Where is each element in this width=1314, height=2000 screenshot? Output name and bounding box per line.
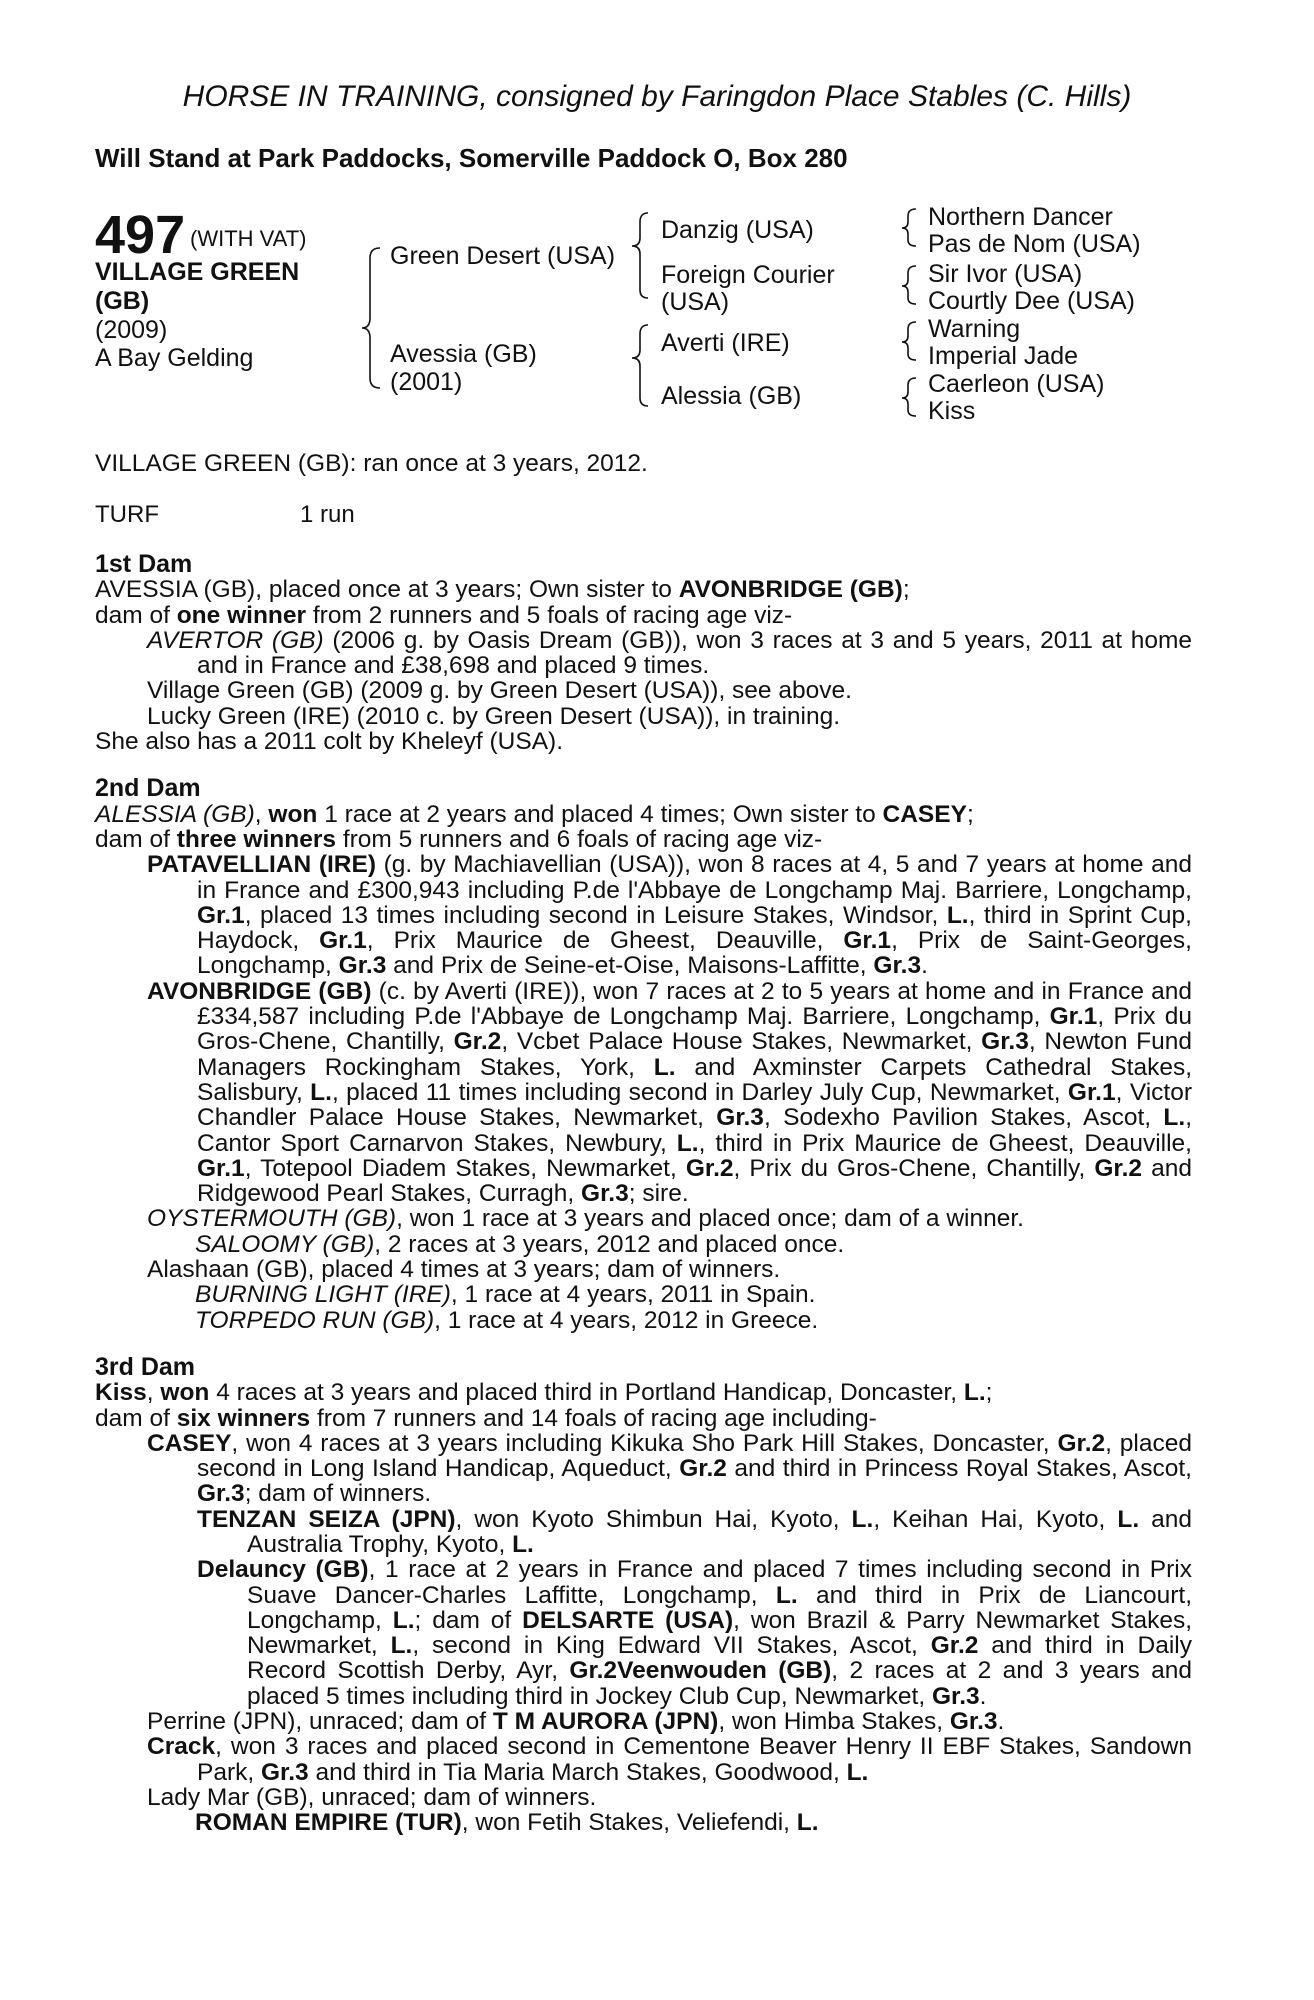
dam2-line1: ALESSIA (GB), won 1 race at 2 years and placed 4 times; Own sister to CASEY; [95,800,974,828]
pedigree-sire-dam-line2: (USA) [661,288,730,316]
pedigree-dam-dam: Alessia (GB) [661,382,802,410]
produce-oystermouth: OYSTERMOUTH (GB), won 1 race at 3 years and placed once; dam of a winner. [147,1205,1024,1233]
stats-value: 1 run [300,501,355,528]
pedigree-sire: Green Desert (USA) [390,242,616,270]
pedigree-g6: Imperial Jade [928,342,1079,370]
horse-name-line1: VILLAGE GREEN [95,258,300,286]
dam2-heading: 2nd Dam [95,774,201,803]
dam3-line1: Kiss, won 4 races at 3 years and placed third in Portland Handicap, Doncaster, L.; [95,1379,993,1407]
page-title: HORSE IN TRAINING, consigned by Faringdon Place Stables (C. Hills) [182,80,1132,113]
pedigree-dam-sire: Averti (IRE) [661,329,790,357]
produce-perrine: Perrine (JPN), unraced; dam of T M AURORA (JPN), won Himba Stakes, Gr.3. [147,1708,1005,1736]
produce-avertor: AVERTOR (GB) (2006 g. by Oasis Dream (GB)), won 3 races at 3 and 5 years, 2011 at home and in France and £38,698 and placed 9 times. [147,626,1193,680]
dam1-line1: AVESSIA (GB), placed once at 3 years; Own sister to AVONBRIDGE (GB); [95,576,910,604]
produce-2011-colt: She also has a 2011 colt by Kheleyf (USA). [95,728,564,756]
dam1-line2: dam of one winner from 2 runners and 5 foals of racing age viz- [95,601,793,629]
pedigree-g5: Warning [928,315,1021,343]
pedigree-g1: Northern Dancer [928,203,1113,231]
pedigree-dam-line1: Avessia (GB) [390,340,537,368]
vat-label: (WITH VAT) [190,226,307,251]
pedigree-g4: Courtly Dee (USA) [928,287,1135,315]
race-summary: VILLAGE GREEN (GB): ran once at 3 years, 2012. [95,450,648,477]
pedigree-g8: Kiss [928,397,976,425]
stats-label: TURF [95,501,159,528]
produce-delauncy: Delauncy (GB), 1 race at 2 years in France and placed 7 times including second in Prix Suave Dancer-Charles Laffitte, Longchamp, L. and third in Prix de Liancourt, Longchamp, L.; dam of DELSARTE (USA), won Brazil & Parry Newmarket Stakes, Newmarket, L., second in King Edward VII Stakes, Ascot, Gr.2 and third in Daily Record Scottish Derby, Ayr, Gr.2Veenwouden (GB), 2 races at 2 and 3 years and placed 5 times including third in Jockey Club Cup, Newmarket, Gr.3. [197,1556,1193,1710]
dam1-heading: 1st Dam [95,550,193,578]
dam3-heading: 3rd Dam [95,1352,196,1381]
pedigree-dam-line2: (2001) [390,368,463,396]
horse-name-line2: (GB) [95,287,150,315]
pedigree-sire-sire: Danzig (USA) [661,216,814,244]
produce-tenzan-seiza: TENZAN SEIZA (JPN), won Kyoto Shimbun Hai, Kyoto, L., Keihan Hai, Kyoto, L. and Australia Trophy, Kyoto, L. [197,1505,1192,1558]
produce-village-green: Village Green (GB) (2009 g. by Green Desert (USA)), see above. [147,677,852,705]
produce-crack: Crack, won 3 races and placed second in Cementone Beaver Henry II EBF Stakes, Sandown Park, Gr.3 and third in Tia Maria March Stakes, Goodwood, L. [147,1733,1192,1786]
produce-burning-light: BURNING LIGHT (IRE), 1 race at 4 years, 2011 in Spain. [195,1281,816,1309]
dam-details [95,552,1192,1836]
dam2-line2: dam of three winners from 5 runners and 6 foals of racing age viz- [95,825,823,853]
produce-casey: CASEY, won 4 races at 3 years including Kikuka Sho Park Hill Stakes, Doncaster, Gr.2, placed second in Long Island Handicap, Aqueduct, Gr.2 and third in Princess Royal Stakes, Ascot, Gr.3; dam of winners. [147,1429,1192,1508]
pedigree-brackets [0,0,1314,440]
produce-roman-empire: ROMAN EMPIRE (TUR), won Fetih Stakes, Veliefendi, L. [195,1809,819,1837]
horse-year: (2009) [95,316,168,344]
dam3-line2: dam of six winners from 7 runners and 14 foals of racing age including- [95,1404,877,1432]
pedigree-g7: Caerleon (USA) [928,370,1105,398]
produce-avonbridge: AVONBRIDGE (GB) (c. by Averti (IRE)), won 7 races at 2 to 5 years at home and in France and £334,587 including P.de l'Abbaye de Longchamp Maj. Barriere, Longchamp, Gr.1, Prix du Gros-Chene, Chantilly, Gr.2, Vcbet Palace House Stakes, Newmarket, Gr.3, Newton Fund Managers Rockingham Stakes, York, L. and Axminster Carpets Cathedral Stakes, Salisbury, L., placed 11 times including second in Darley July Cup, Newmarket, Gr.1, Victor Chandler Palace House Stakes, Newmarket, Gr.3, Sodexho Pavilion Stakes, Ascot, L., Cantor Sport Carnarvon Stakes, Newbury, L., third in Prix Maurice de Gheest, Deauville, Gr.1, Totepool Diadem Stakes, Newmarket, Gr.2, Prix du Gros-Chene, Chantilly, Gr.2 and Ridgewood Pearl Stakes, Curragh, Gr.3; sire. [147,977,1193,1208]
lot-number: 497 [95,205,186,265]
produce-patavellian: PATAVELLIAN (IRE) (g. by Machiavellian (USA)), won 8 races at 4, 5 and 7 years at home and in France and £300,943 including P.de l'Abbaye de Longchamp Maj. Barriere, Longchamp, Gr.1, placed 13 times including second in Leisure Stakes, Windsor, L., third in Sprint Cup, Haydock, Gr.1, Prix Maurice de Gheest, Deauville, Gr.1, Prix de Saint-Georges, Longchamp, Gr.3 and Prix de Seine-et-Oise, Maisons-Laffitte, Gr.3. [147,851,1192,980]
horse-description: A Bay Gelding [95,344,254,372]
produce-saloomy: SALOOMY (GB), 2 races at 3 years, 2012 and placed once. [195,1230,845,1258]
pedigree-sire-dam-line1: Foreign Courier [661,261,835,289]
produce-lady-mar: Lady Mar (GB), unraced; dam of winners. [147,1783,597,1811]
pedigree-g3: Sir Ivor (USA) [928,260,1083,288]
pedigree-g2: Pas de Nom (USA) [928,230,1141,258]
produce-alashaan: Alashaan (GB), placed 4 times at 3 years; dam of winners. [147,1256,781,1284]
produce-lucky-green: Lucky Green (IRE) (2010 c. by Green Desert (USA)), in training. [147,702,841,730]
produce-torpedo-run: TORPEDO RUN (GB), 1 race at 4 years, 2012 in Greece. [195,1306,819,1334]
location-line: Will Stand at Park Paddocks, Somerville Paddock O, Box 280 [95,143,848,173]
